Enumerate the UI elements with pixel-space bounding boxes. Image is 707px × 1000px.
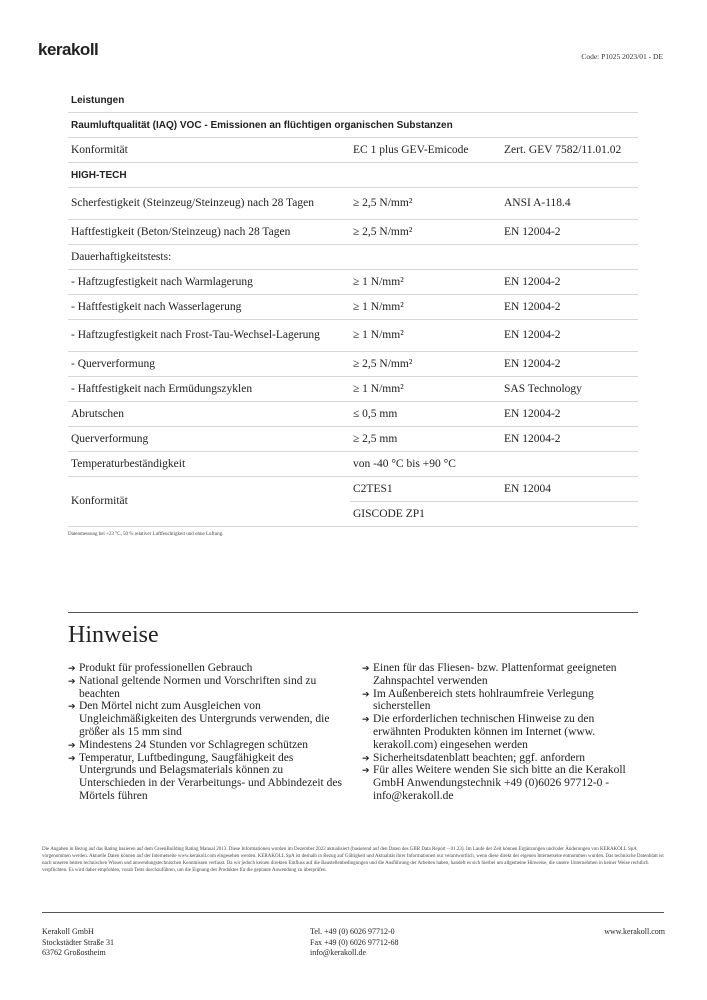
section-title: Leistungen (68, 88, 638, 113)
table-row (68, 452, 638, 477)
item-text: Den Mörtel nicht zum Ausgleichen von Ungleichmäßigkeiten des Untergrunds verwenden, die größer als 15 mm sind (79, 700, 330, 738)
row-label: Haftfestigkeit (Beton/Steinzeug) nach 28 Tagen (68, 220, 350, 245)
phone: Tel. +49 (0) 6026 97712-0 (310, 927, 395, 936)
row-norm (501, 245, 638, 270)
arrow-right-icon: ➔ (362, 714, 370, 725)
table-row (68, 270, 638, 295)
row-norm: EN 12004-2 (501, 270, 638, 295)
fax: Fax +49 (0) 6026 97712-68 (310, 937, 399, 947)
row-value: ≥ 2,5 mm (350, 427, 501, 452)
row-value: EC 1 plus GEV-Emicode (350, 138, 501, 163)
hinweise-right-column (362, 662, 642, 803)
hinweise-title: Hinweise (68, 622, 159, 648)
table-row (68, 320, 638, 352)
arrow-right-icon: ➔ (362, 765, 370, 776)
document-code: Code: P1025 2023/01 - DE (581, 52, 663, 61)
hinweise-left-column (68, 662, 350, 803)
measurement-footnote: Datenmessung bei +23 °C, 50 % relativer Luftfeuchtigkeit und ohne Luftung. (68, 532, 224, 537)
divider (68, 612, 638, 613)
arrow-right-icon: ➔ (68, 675, 76, 686)
arrow-right-icon: ➔ (68, 701, 76, 712)
giscode-value: GISCODE ZP1 (350, 502, 501, 527)
disclaimer-text: Die Angaben in Bezug auf das Rating basieren auf dem GreenBuilding Rating Manual 2013. Diese Informationen wurden im Dezember 2022 aktualisiert (basierend auf den Daten des GBR Data Report – 01.23). Im Laufe der Zeit können Ergänzungen und/oder Änderungen von KERAKOLL SpA vorgenommen werden. Aktuelle Daten können auf der Internetseite www.kerakoll.com eingesehen werden. KERAKOLL SpA ist deshalb in Bezug auf Gültigkeit und Aktualität ihrer Informationen nur verantwortlich, wenn diese direkt der eigenen Internetseite entnommen wurden. Das technische Datenblatt ist nach unseren besten technischen Wissen und anwendungstechnischen Kenntnissen verfasst. Da wir jedoch keinen direkten Einfluss auf die Baustellenbedingungen und die Ausführung der Arbeiten haben, handelt es sich hierbei um allgemeine Hinweise, die unsere Unternehmen in keiner Weise rechtlich verpflichten. Es wird daher empfohlen, vorab Tests durchzuführen, um die Eignung des Produktes für die geplante Anwendung zu überprüfen. (42, 847, 664, 873)
row-value: ≥ 2,5 N/mm² (350, 188, 501, 220)
row-value: ≤ 0,5 mm (350, 402, 501, 427)
street: Stockstädter Straße 31 (42, 937, 114, 947)
row-value: von -40 °C bis +90 °C (350, 452, 501, 477)
row-value: ≥ 1 N/mm² (350, 295, 501, 320)
row-norm: EN 12004 (501, 477, 638, 502)
table-row (68, 402, 638, 427)
row-norm-empty (501, 502, 638, 527)
row-label: Temperaturbeständigkeit (68, 452, 350, 477)
row-label: Abrutschen (68, 402, 350, 427)
row-label: - Haftfestigkeit nach Wasserlagerung (68, 295, 350, 320)
list-item (68, 700, 350, 738)
company-name: Kerakoll GmbH (42, 927, 94, 936)
row-label: Querverformung (68, 427, 350, 452)
website-link[interactable]: www.kerakoll.com (604, 927, 665, 936)
table-row (68, 352, 638, 377)
footer-divider (42, 912, 664, 913)
arrow-right-icon: ➔ (362, 752, 370, 763)
row-norm: SAS Technology (501, 377, 638, 402)
item-text: Sicherheitsdatenblatt beachten; ggf. anfordern (373, 751, 586, 764)
row-norm: EN 12004-2 (501, 320, 638, 352)
footer-contact (310, 927, 399, 959)
table-row (68, 295, 638, 320)
row-value: ≥ 1 N/mm² (350, 377, 501, 402)
row-value: C2TES1 (350, 477, 501, 502)
row-value: ≥ 2,5 N/mm² (350, 352, 501, 377)
row-label: - Haftzugfestigkeit nach Warmlagerung (68, 270, 350, 295)
item-text: Im Außenbereich stets hohlraumfreie Verlegung sicherstellen (373, 687, 594, 713)
list-item (68, 662, 350, 675)
row-label: - Querverformung (68, 352, 350, 377)
item-text: Mindestens 24 Stunden vor Schlagregen schützen (79, 738, 308, 751)
high-tech-label: HIGH-TECH (68, 163, 638, 188)
arrow-right-icon: ➔ (362, 663, 370, 673)
table-row (68, 245, 638, 270)
arrow-right-icon: ➔ (68, 739, 76, 750)
list-item (68, 752, 350, 803)
row-value: ≥ 1 N/mm² (350, 320, 501, 352)
row-norm (501, 452, 638, 477)
table-row (68, 477, 638, 502)
row-norm: EN 12004-2 (501, 295, 638, 320)
list-item (362, 752, 642, 765)
row-norm: ANSI A-118.4 (501, 188, 638, 220)
row-label: - Haftfestigkeit nach Ermüdungszyklen (68, 377, 350, 402)
row-norm: Zert. GEV 7582/11.01.02 (501, 138, 638, 163)
item-text: Produkt für professionellen Gebrauch (79, 662, 253, 674)
table-row (68, 220, 638, 245)
row-norm: EN 12004-2 (501, 220, 638, 245)
row-value: ≥ 2,5 N/mm² (350, 220, 501, 245)
row-label: Konformität (68, 477, 350, 527)
table-row (68, 427, 638, 452)
row-value: ≥ 1 N/mm² (350, 270, 501, 295)
row-value (350, 245, 501, 270)
iaq-subtitle: Raumluftqualität (IAQ) VOC - Emissionen an flüchtigen organischen Substanzen (68, 113, 638, 138)
arrow-right-icon: ➔ (68, 663, 76, 673)
item-text: Temperatur, Luftbedingung, Saugfähigkeit des Untergrunds und Belagsmaterials können zu Unterschieden in der Verarbeitungs- und Abbindezeit des Mörtels führen (79, 751, 342, 802)
row-norm: EN 12004-2 (501, 352, 638, 377)
row-label: Dauerhaftigkeitstests: (68, 245, 350, 270)
item-text: National geltende Normen und Vorschriften sind zu beachten (79, 674, 317, 700)
list-item (68, 675, 350, 701)
footer-address (42, 927, 114, 959)
table-row (68, 138, 638, 163)
table-row (68, 377, 638, 402)
city: 63762 Großostheim (42, 948, 106, 957)
item-text: Die erforderlichen technischen Hinweise zu den erwähnten Produkten können im Internet (www. kerakoll.com) eingesehen werden (373, 713, 596, 751)
list-item (362, 688, 642, 714)
row-label: Konformität (68, 138, 350, 163)
list-item (68, 739, 350, 752)
list-item (362, 713, 642, 751)
performance-table (68, 88, 638, 527)
arrow-right-icon: ➔ (362, 688, 370, 699)
kerakoll-logo: kerakoll (38, 40, 99, 59)
row-norm: EN 12004-2 (501, 427, 638, 452)
row-label: - Haftzugfestigkeit nach Frost-Tau-Wechsel-Lagerung (68, 320, 350, 352)
item-text: Für alles Weitere wenden Sie sich bitte an die Kerakoll GmbH Anwendungstechnik +49 (0)6026 97712-0 - info@kerakoll.de (373, 764, 626, 802)
list-item (362, 764, 642, 802)
row-label: Scherfestigkeit (Steinzeug/Steinzeug) nach 28 Tagen (68, 188, 350, 220)
footer-web (604, 927, 665, 938)
item-text: Einen für das Fliesen- bzw. Plattenformat geeigneten Zahnspachtel verwenden (373, 662, 617, 687)
email-link[interactable]: info@kerakoll.de (310, 948, 367, 957)
arrow-right-icon: ➔ (68, 752, 76, 763)
list-item (362, 662, 642, 688)
table-row (68, 188, 638, 220)
row-norm: EN 12004-2 (501, 402, 638, 427)
